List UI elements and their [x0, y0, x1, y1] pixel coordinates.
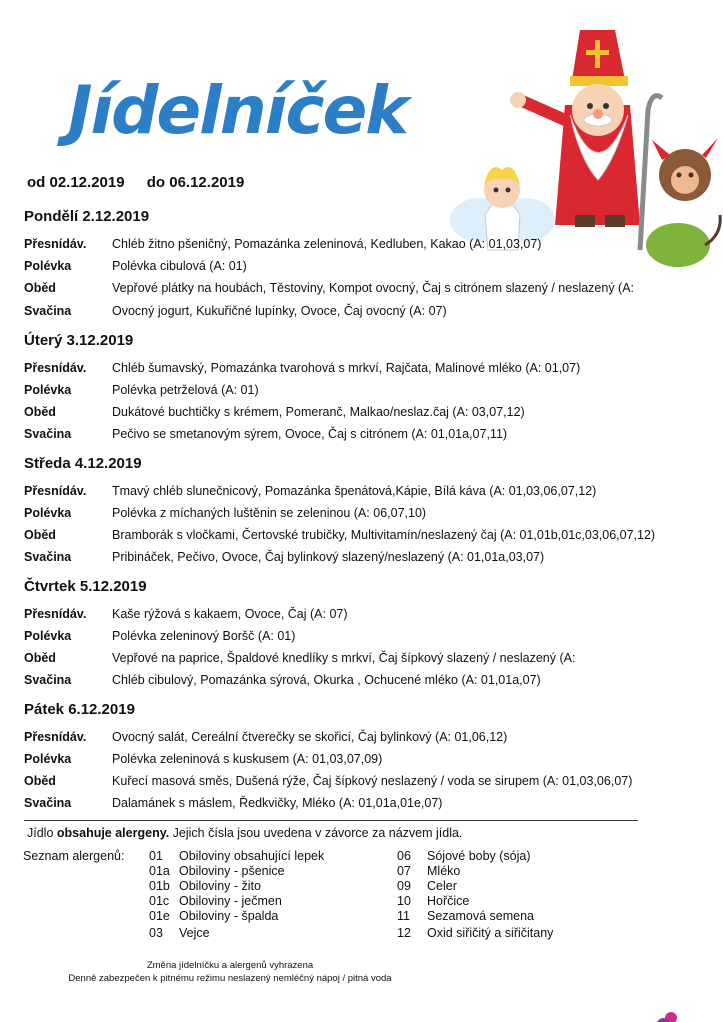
allergen-item	[149, 926, 210, 940]
meal-row	[24, 550, 544, 564]
meal-text: Polévka zeleninový Boršč (A: 01)	[112, 629, 296, 643]
meal-label: Svačina	[24, 427, 72, 441]
allergen-code: 01e	[149, 909, 170, 923]
meal-text: Polévka z míchaných luštěnin se zeleninou (A: 06,07,10)	[112, 506, 427, 520]
meal-row	[24, 259, 247, 273]
day-heading: Pondělí 2.12.2019	[24, 208, 150, 225]
meal-label: Polévka	[24, 506, 72, 520]
note-bold-text: obsahuje alergeny.	[56, 826, 170, 840]
meal-label: Oběd	[24, 281, 56, 295]
meal-text: Dukátové buchtičky s krémem, Pomeranč, Malkao/neslaz.čaj (A: 03,07,12)	[112, 405, 525, 419]
meal-text: Chléb šumavský, Pomazánka tvarohová s mrkví, Rajčata, Malinové mléko (A: 01,07)	[112, 361, 581, 375]
meal-label: Oběd	[24, 774, 56, 788]
allergen-item	[397, 909, 534, 923]
meal-label: Oběd	[24, 651, 56, 665]
allergen-code: 01b	[149, 879, 170, 893]
allergen-name: Obiloviny - žito	[179, 879, 261, 893]
meal-text: Chléb žitno pšeničný, Pomazánka zeleninová, Kedluben, Kakao (A: 01,03,07)	[112, 237, 542, 251]
meal-text: Vepřové plátky na houbách, Těstoviny, Kompot ovocný, Čaj s citrónem slazený / neslazený (A:	[112, 281, 635, 295]
meal-text: Polévka petrželová (A: 01)	[112, 383, 259, 397]
allergen-item	[397, 894, 469, 908]
allergen-item	[397, 926, 553, 940]
meal-row	[24, 752, 382, 766]
meal-row	[24, 427, 507, 441]
footer-line-1: Změna jídelníčku a alergenů vyhrazena	[146, 960, 314, 971]
allergen-item	[149, 894, 282, 908]
meal-label: Přesnídáv.	[24, 484, 87, 498]
allergen-code: 09	[397, 879, 411, 893]
meal-label: Přesnídáv.	[24, 237, 87, 251]
day-heading: Úterý 3.12.2019	[24, 332, 134, 349]
footer-line-2: Denně zabezpečen k pitnému režimu neslazený nemléčný nápoj / pitná voda	[68, 973, 392, 984]
meal-label: Polévka	[24, 259, 72, 273]
meal-label: Svačina	[24, 304, 72, 318]
allergen-name: Mléko	[427, 864, 461, 878]
allergen-name: Celer	[427, 879, 457, 893]
meal-label: Přesnídáv.	[24, 361, 87, 375]
allergen-item	[397, 879, 457, 893]
allergen-item	[149, 864, 285, 878]
meal-row	[24, 774, 632, 788]
day-heading: Čtvrtek 5.12.2019	[24, 578, 147, 595]
allergen-note	[27, 826, 462, 840]
meal-text: Bramborák s vločkami, Čertovské trubičky, Multivitamín/neslazený čaj (A: 01,01b,01c,03,06,07,12)	[112, 528, 656, 542]
date-to: do 06.12.2019	[146, 174, 245, 191]
allergen-name: Vejce	[179, 926, 210, 940]
meal-text: Vepřové na paprice, Špaldové knedlíky s mrkví, Čaj šípkový slazený / neslazený (A:	[112, 651, 576, 665]
date-range	[27, 174, 262, 191]
allergen-code: 01a	[149, 864, 170, 878]
allergen-code: 06	[397, 849, 411, 863]
meal-row	[24, 383, 259, 397]
page-title: Jídelníček	[68, 72, 408, 149]
meal-label: Polévka	[24, 752, 72, 766]
note-text: Jídlo	[27, 826, 57, 840]
day-heading: Středa 4.12.2019	[24, 455, 142, 472]
note-text: Jejich čísla jsou uvedena v závorce za názvem jídla.	[169, 826, 463, 840]
allergen-item	[149, 849, 324, 863]
meal-row	[24, 281, 634, 295]
meal-label: Přesnídáv.	[24, 607, 87, 621]
meal-label: Svačina	[24, 550, 72, 564]
allergen-item	[397, 849, 531, 863]
allergen-code: 11	[397, 909, 410, 923]
meal-row	[24, 607, 348, 621]
allergen-list-label: Seznam alergenů:	[23, 849, 125, 863]
meal-text: Polévka cibulová (A: 01)	[112, 259, 247, 273]
allergen-name: Obiloviny - špalda	[179, 909, 279, 923]
meal-text: Kaše rýžová s kakaem, Ovoce, Čaj (A: 07)	[112, 607, 348, 621]
allergen-name: Obiloviny - ječmen	[179, 894, 282, 908]
allergen-name: Sójové boby (sója)	[427, 849, 531, 863]
meal-row	[24, 304, 447, 318]
meal-label: Svačina	[24, 673, 72, 687]
meal-row	[24, 506, 426, 520]
allergen-name: Oxid siřičitý a siřičitany	[427, 926, 554, 940]
meal-row	[24, 528, 655, 542]
meal-text: Polévka zeleninová s kuskusem (A: 01,03,07,09)	[112, 752, 383, 766]
meal-row	[24, 361, 580, 375]
day-heading: Pátek 6.12.2019	[24, 701, 135, 718]
allergen-item	[397, 864, 460, 878]
meal-row	[24, 237, 541, 251]
meal-row	[24, 730, 507, 744]
meal-text: Ovocný salát, Cereální čtverečky se skořicí, Čaj bylinkový (A: 01,06,12)	[112, 730, 508, 744]
allergen-code: 10	[397, 894, 411, 908]
allergen-name: Obiloviny obsahující lepek	[179, 849, 325, 863]
decorative-logo-icon	[655, 1008, 685, 1022]
meal-text: Chléb cibulový, Pomazánka sýrová, Okurka , Ochucené mléko (A: 01,01a,07)	[112, 673, 541, 687]
meal-text: Dalamánek s máslem, Ředkvičky, Mléko (A: 01,01a,01e,07)	[112, 796, 443, 810]
meal-row	[24, 651, 575, 665]
date-from: od 02.12.2019	[27, 174, 125, 191]
allergen-code: 07	[397, 864, 411, 878]
meal-text: Pribináček, Pečivo, Ovoce, Čaj bylinkový slazený/neslazený (A: 01,01a,03,07)	[112, 550, 545, 564]
allergen-name: Hořčice	[427, 894, 470, 908]
allergen-item	[149, 909, 278, 923]
meal-row	[24, 796, 442, 810]
meal-text: Pečivo se smetanovým sýrem, Ovoce, Čaj s citrónem (A: 01,01a,07,11)	[112, 427, 508, 441]
allergen-name: Obiloviny - pšenice	[179, 864, 285, 878]
meal-row	[24, 629, 295, 643]
meal-label: Přesnídáv.	[24, 730, 87, 744]
allergen-code: 12	[397, 926, 411, 940]
meal-text: Kuřecí masová směs, Dušená rýže, Čaj šípkový neslazený / voda se sirupem (A: 01,03,06,07)	[112, 774, 633, 788]
allergen-item	[149, 879, 261, 893]
meal-row	[24, 484, 596, 498]
allergen-name: Sezamová semena	[427, 909, 535, 923]
meal-label: Oběd	[24, 528, 56, 542]
allergen-code: 01c	[149, 894, 170, 908]
meal-label: Polévka	[24, 383, 72, 397]
meal-row	[24, 673, 541, 687]
meal-label: Polévka	[24, 629, 72, 643]
meal-text: Ovocný jogurt, Kukuřičné lupínky, Ovoce, Čaj ovocný (A: 07)	[112, 304, 447, 318]
divider	[24, 820, 638, 821]
allergen-code: 03	[149, 926, 163, 940]
meal-text: Tmavý chléb slunečnicový, Pomazánka špenátová,Kápie, Bílá káva (A: 01,03,06,07,12)	[112, 484, 597, 498]
meal-row	[24, 405, 525, 419]
meal-label: Svačina	[24, 796, 72, 810]
meal-label: Oběd	[24, 405, 56, 419]
allergen-code: 01	[149, 849, 163, 863]
